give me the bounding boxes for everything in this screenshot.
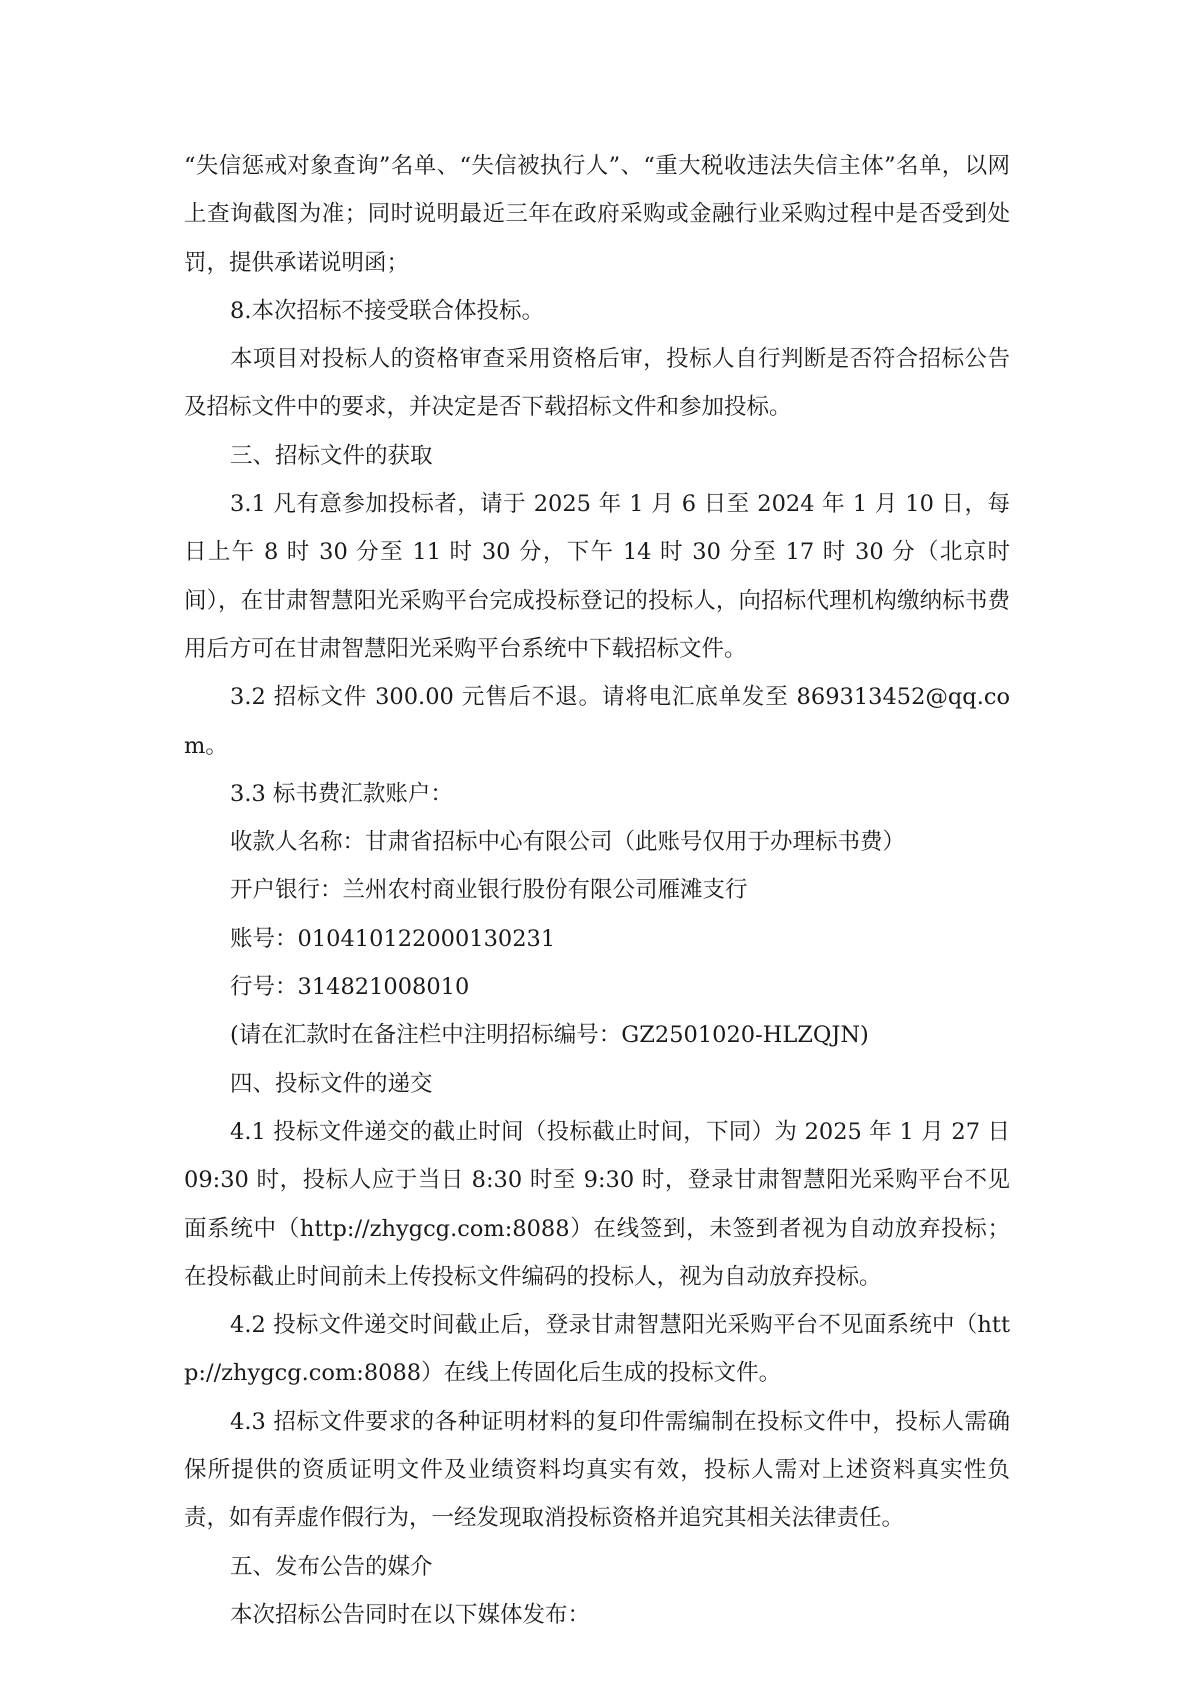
paragraph-remittance-note: (请在汇款时在备注栏中注明招标编号：GZ2501020-HLZQJN) bbox=[230, 1022, 869, 1049]
paragraph-4-1-deadline: 4.1 投标文件递交的截止时间（投标截止时间，下同）为 2025 年 1 月 27 日 09:30 时，投标人应于当日 8:30 时至 9:30 时，登录甘肃智慧阳光采购平台不见面系统中（http://zhygcg.com:8088）在线签到，未签到者视为自动放弃投标；在投标截止时间前未上传投标文件编码的投标人，视为自动放弃投标。 bbox=[184, 1118, 1010, 1290]
section-heading-submission: 四、投标文件的递交 bbox=[230, 1070, 433, 1097]
paragraph-4-3-certificates: 4.3 招标文件要求的各种证明材料的复印件需编制在投标文件中，投标人需确保所提供的资质证明文件及业绩资料均真实有效，投标人需对上述资料真实性负责，如有弄虚作假行为，一经发现取消投标资格并追究其相关法律责任。 bbox=[184, 1408, 1010, 1532]
paragraph-3-3-fee-account: 3.3 标书费汇款账户： bbox=[230, 780, 453, 807]
paragraph-3-1-obtain-period: 3.1 凡有意参加投标者，请于 2025 年 1 月 6 日至 2024 年 1 月 10 日，每日上午 8 时 30 分至 11 时 30 分，下午 14 时 30 分至 17 时 30 分（北京时间），在甘肃智慧阳光采购平台完成投标登记的投标人，向招标代理机构缴纳标书费用后方可在甘肃智慧阳光采购平台系统中下载招标文件。 bbox=[184, 491, 1010, 662]
paragraph-3-2-document-fee: 3.2 招标文件 300.00 元售后不退。请将电汇底单发至 869313452@qq.com。 bbox=[184, 684, 1010, 759]
paragraph-4-2-upload: 4.2 投标文件递交时间截止后，登录甘肃智慧阳光采购平台不见面系统中（http://zhygcg.com:8088）在线上传固化后生成的投标文件。 bbox=[184, 1312, 1010, 1387]
paragraph-no-consortium: 8.本次招标不接受联合体投标。 bbox=[230, 297, 544, 324]
paragraph-account-number: 账号：010410122000130231 bbox=[230, 925, 556, 952]
paragraph-payee-name: 收款人名称：甘肃省招标中心有限公司（此账号仅用于办理标书费） bbox=[230, 829, 906, 856]
paragraph-qualification-review: 本项目对投标人的资格审查采用资格后审，投标人自行判断是否符合招标公告及招标文件中的要求，并决定是否下载招标文件和参加投标。 bbox=[184, 346, 1010, 421]
paragraph-media-intro: 本次招标公告同时在以下媒体发布： bbox=[230, 1601, 591, 1628]
paragraph-blacklist-check: “失信惩戒对象查询”名单、“失信被执行人”、“重大税收违法失信主体”名单，以网上查询截图为准；同时说明最近三年在政府采购或金融行业采购过程中是否受到处罚，提供承诺说明函； bbox=[184, 153, 1010, 276]
section-heading-obtain-documents: 三、招标文件的获取 bbox=[230, 442, 433, 469]
document-page bbox=[184, 142, 1010, 1639]
section-heading-media: 五、发布公告的媒介 bbox=[230, 1553, 433, 1580]
paragraph-bank: 开户银行：兰州农村商业银行股份有限公司雁滩支行 bbox=[230, 877, 748, 904]
paragraph-bank-code: 行号：314821008010 bbox=[230, 974, 470, 1001]
